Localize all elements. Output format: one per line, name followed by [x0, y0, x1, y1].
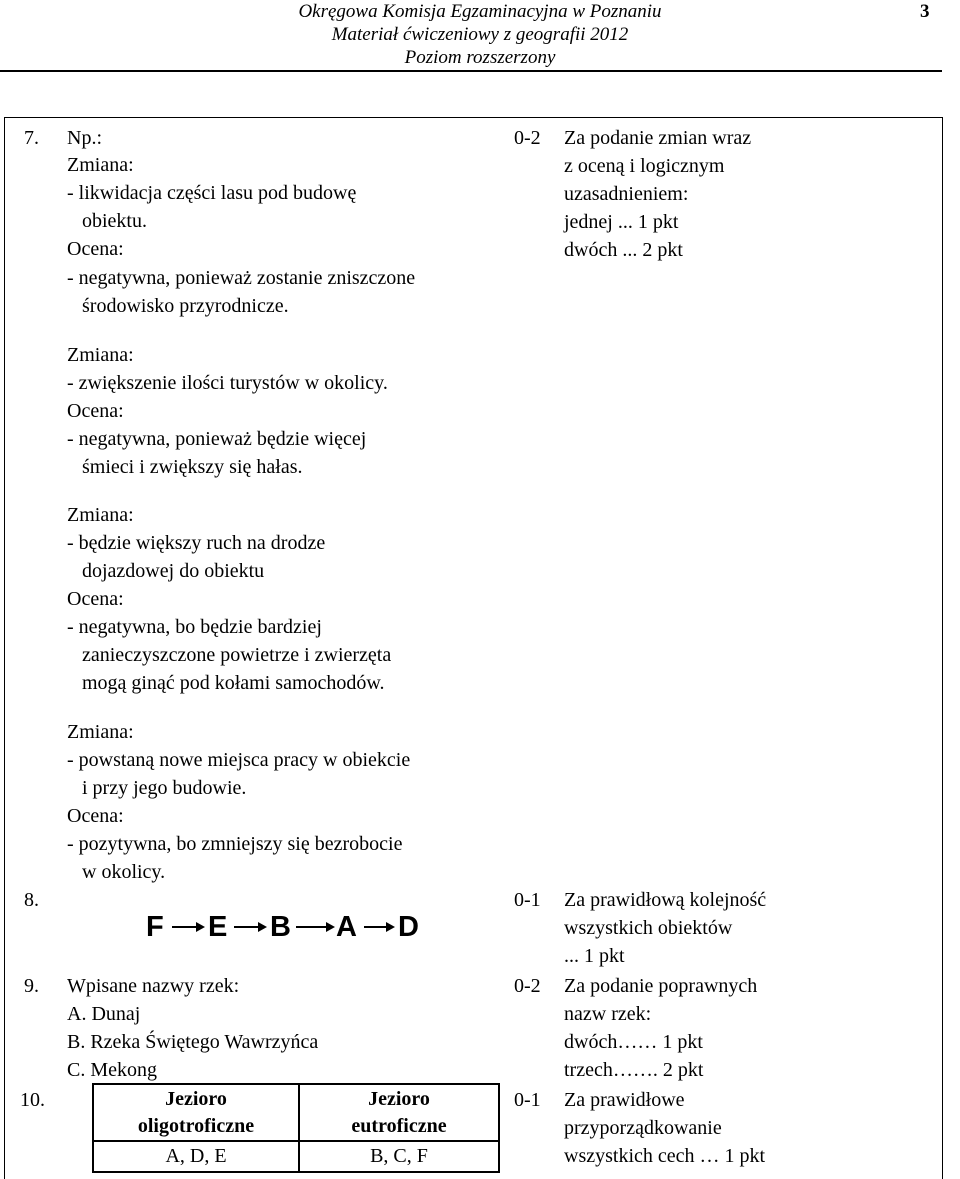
sequence-item: E [208, 911, 228, 943]
q8-criteria-line: ... 1 pkt [564, 945, 625, 967]
q8-criteria-line: Za prawidłową kolejność [564, 889, 767, 911]
q9-criteria-line: Za podanie poprawnych [564, 975, 758, 997]
q7-line: - negatywna, ponieważ będzie więcej [67, 428, 367, 450]
lake-header-eutrophic [299, 1084, 499, 1141]
q7-line: - likwidacja części lasu pod budowę [67, 182, 357, 204]
q7-line: - zwiększenie ilości turystów w okolicy. [67, 372, 388, 394]
sequence-item: A [336, 911, 357, 943]
q7-line: Zmiana: [67, 154, 134, 176]
q7-line: - pozytywna, bo zmniejszy się bezrobocie [67, 833, 403, 855]
q9-number: 9. [24, 975, 39, 997]
q7-line: zanieczyszczone powietrze i zwierzęta [82, 644, 392, 666]
lake-value-eutrophic: B, C, F [299, 1141, 499, 1172]
header-line: Jezioro [368, 1087, 430, 1110]
q8-number: 8. [24, 889, 39, 911]
q9-title: Wpisane nazwy rzek: [67, 975, 240, 997]
q7-line: dojazdowej do obiektu [82, 560, 265, 582]
q8-sequence [138, 905, 428, 949]
q7-line: Zmiana: [67, 504, 134, 526]
q7-line: Ocena: [67, 588, 124, 610]
q7-line: - negatywna, ponieważ zostanie zniszczone [67, 267, 416, 289]
arrow-right-icon [296, 926, 326, 928]
header-material: Materiał ćwiczeniowy z geografii 2012 [331, 24, 629, 45]
q9-river: A. Dunaj [67, 1003, 141, 1025]
q10-criteria-line: Za prawidłowe [564, 1089, 685, 1111]
page-number: 3 [920, 1, 930, 22]
q7-line: Ocena: [67, 400, 124, 422]
sequence-item: F [146, 911, 164, 943]
q10-number: 10. [20, 1089, 45, 1111]
q7-points: 0-2 [514, 127, 541, 149]
q7-line: obiektu. [82, 210, 147, 232]
header-rule [0, 70, 942, 72]
q7-line: - będzie większy ruch na drodze [67, 532, 326, 554]
arrow-right-icon [172, 926, 196, 928]
q9-criteria-line: trzech……. 2 pkt [564, 1059, 704, 1081]
q9-criteria-line: dwóch…… 1 pkt [564, 1031, 703, 1053]
q7-line: - powstaną nowe miejsca pracy w obiekcie [67, 749, 411, 771]
arrow-head-icon [326, 922, 335, 932]
q7-criteria-line: dwóch ... 2 pkt [564, 239, 683, 261]
q9-points: 0-2 [514, 975, 541, 997]
q7-line: i przy jego budowie. [82, 777, 247, 799]
sequence-item: D [398, 911, 419, 943]
q10-criteria-line: wszystkich cech … 1 pkt [564, 1145, 766, 1167]
q7-number: 7. [24, 127, 39, 149]
q7-criteria-line: jednej ... 1 pkt [564, 211, 679, 233]
q8-criteria-line: wszystkich obiektów [564, 917, 733, 939]
q7-criteria-line: Za podanie zmian wraz [564, 127, 752, 149]
lake-value-oligotrophic: A, D, E [93, 1141, 299, 1172]
header-line: oligotroficzne [137, 1114, 255, 1137]
sequence-item: B [270, 911, 291, 943]
q10-points: 0-1 [514, 1089, 541, 1111]
q10-lakes-table [92, 1083, 500, 1173]
q9-criteria-line: nazw rzek: [564, 1003, 652, 1025]
q7-line: Zmiana: [67, 344, 134, 366]
arrow-right-icon [234, 926, 258, 928]
q7-line: środowisko przyrodnicze. [82, 295, 289, 317]
q7-line: w okolicy. [82, 861, 166, 883]
lake-header-oligotrophic [93, 1084, 299, 1141]
q10-criteria-line: przyporządkowanie [564, 1117, 722, 1139]
arrow-head-icon [386, 922, 395, 932]
header-commission: Okręgowa Komisja Egzaminacyjna w Poznaniu [298, 1, 662, 22]
q7-line: Zmiana: [67, 721, 134, 743]
header-level: Poziom rozszerzony [404, 47, 556, 68]
q7-intro: Np.: [67, 127, 102, 149]
q9-river: C. Mekong [67, 1059, 157, 1081]
arrow-head-icon [258, 922, 267, 932]
q7-line: Ocena: [67, 805, 124, 827]
header-line: eutroficzne [351, 1114, 447, 1137]
q7-criteria-line: z oceną i logicznym [564, 155, 725, 177]
arrow-head-icon [196, 922, 205, 932]
q7-line: mogą ginąć pod kołami samochodów. [82, 672, 385, 694]
q7-criteria-line: uzasadnieniem: [564, 183, 689, 205]
q7-line: Ocena: [67, 238, 124, 260]
arrow-right-icon [364, 926, 386, 928]
q7-line: śmieci i zwiększy się hałas. [82, 456, 303, 478]
header-line: Jezioro [165, 1087, 227, 1110]
q8-points: 0-1 [514, 889, 541, 911]
q9-river: B. Rzeka Świętego Wawrzyńca [67, 1031, 319, 1053]
q7-line: - negatywna, bo będzie bardziej [67, 616, 322, 638]
